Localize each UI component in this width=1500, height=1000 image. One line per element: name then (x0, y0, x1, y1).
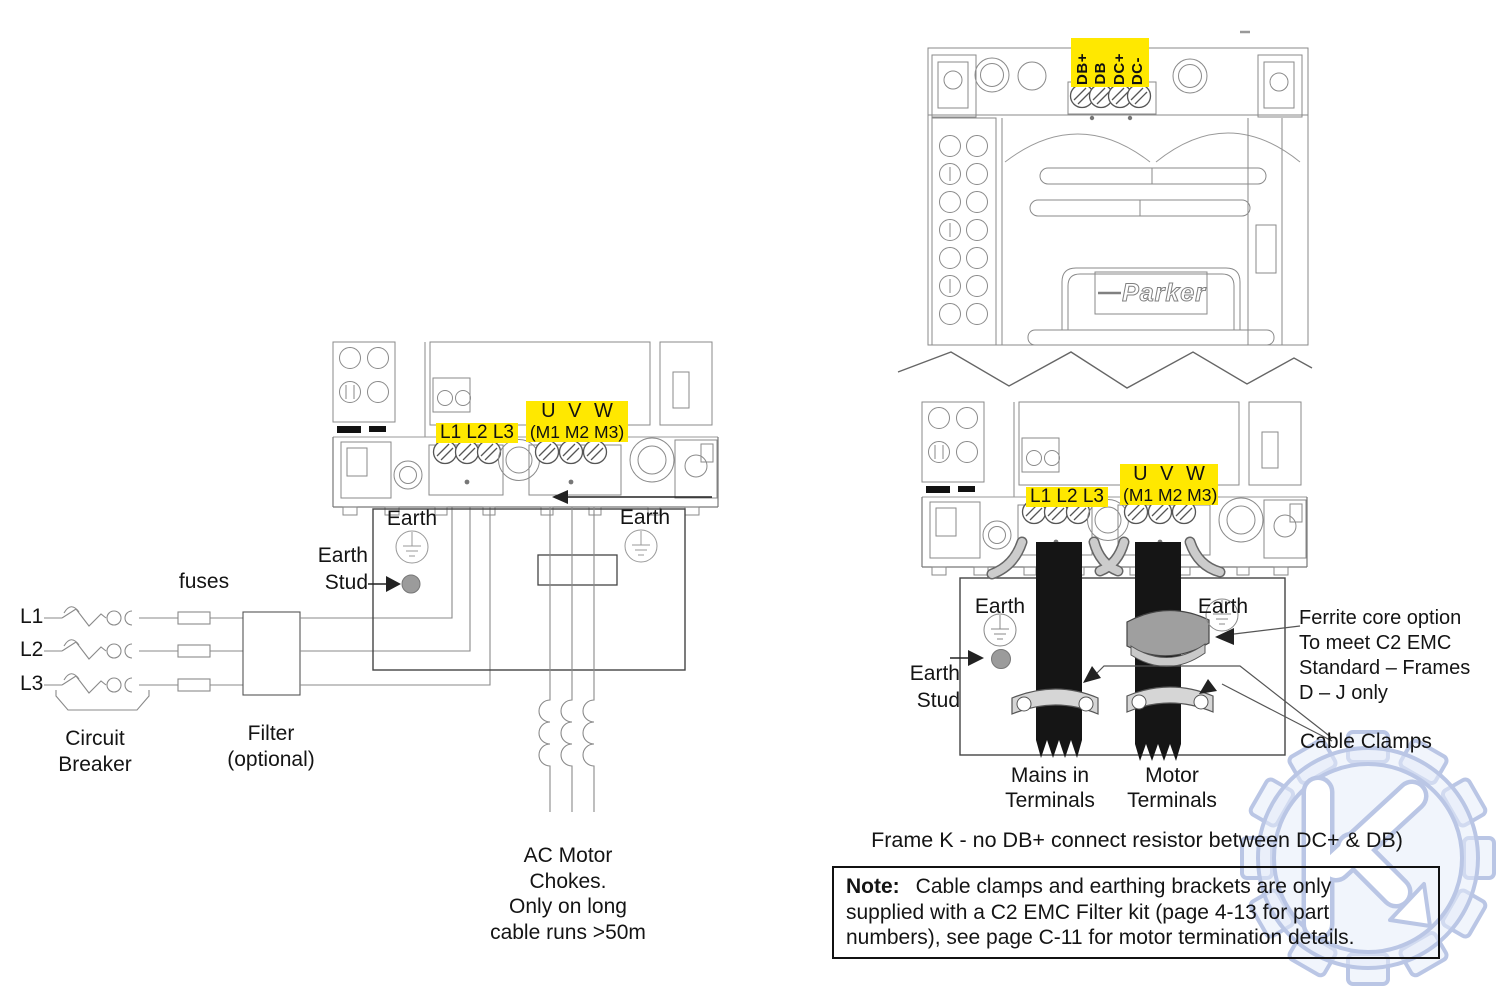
note-box (832, 866, 1440, 959)
circuit-breaker-label-line1: Circuit (65, 727, 125, 750)
input-terminals-label: L1 L2 L3 (1026, 487, 1108, 507)
output-terminals-m123: (M1 M2 M3) (1123, 485, 1218, 505)
motor-choke-wire (583, 507, 594, 812)
earth-symbol-icon (396, 531, 428, 563)
earth-stud-label (890, 660, 960, 714)
motor-label-line2: Terminals (1127, 789, 1217, 812)
earth-symbol-icon (625, 530, 657, 562)
ferrite-note-line4: D – J only (1299, 682, 1388, 704)
wire-bundles (992, 542, 1220, 574)
circuit-breaker-label-line2: Breaker (58, 753, 132, 776)
note-text-line2: supplied with a C2 EMC Filter kit (page 4-13 for part (846, 900, 1330, 924)
dc-terminals-label (1071, 38, 1149, 87)
ferrite-note-line2: To meet C2 EMC (1299, 632, 1452, 654)
output-terminals-label (526, 401, 628, 442)
chokes-note-line3: Only on long (509, 895, 627, 918)
filter-label-line1: Filter (247, 722, 295, 745)
right-drive-bottom-view (922, 402, 1307, 575)
chokes-note-line1: AC Motor (523, 844, 613, 867)
arrow-head-icon (1083, 666, 1101, 683)
earth-label: Earth (1197, 595, 1249, 618)
cable-clamps-label: Cable Clamps (1300, 730, 1432, 753)
arrow-head-icon (386, 576, 401, 592)
circuit-breaker-label (38, 726, 152, 778)
earth-stud-label (298, 542, 368, 596)
dc-terminal-dcminus: DC- (1128, 56, 1146, 85)
output-terminals-m123: (M1 M2 M3) (529, 422, 625, 442)
earth-stud-label-line1: Earth (909, 662, 960, 685)
input-terminals-label: L1 L2 L3 (436, 423, 518, 443)
motor-label-line1: Motor (1145, 764, 1199, 787)
chokes-note-line2: Chokes. (529, 869, 607, 893)
note-text-line3: numbers), see page C-11 for motor termination details. (846, 926, 1355, 949)
mains-cable (1036, 542, 1082, 758)
phase-label-l2: L2 (20, 638, 44, 661)
filter-box (243, 612, 300, 695)
drawing-break-zigzag (898, 352, 1312, 388)
arrow-head-icon (968, 650, 984, 666)
mains-in-terminals-label (988, 763, 1112, 813)
motor-choke-wire (539, 507, 550, 812)
earth-stud-label-line2: Stud (916, 689, 960, 712)
output-terminals-uvw: U V W (1133, 463, 1205, 485)
filter-label (208, 721, 334, 773)
frame-k-caption: Frame K - no DB+ connect resistor between DC+ & DB) (871, 828, 1403, 852)
motor-terminals-label (1110, 763, 1234, 813)
motor-choke-wire (561, 507, 572, 812)
ac-motor-chokes-note (466, 843, 670, 945)
earth-stud-label-line1: Earth (317, 544, 368, 567)
earth-stud-label-line2: Stud (324, 571, 368, 594)
note-text-line1: Cable clamps and earthing brackets are only (915, 875, 1332, 898)
fuses-label: fuses (178, 570, 230, 593)
arrow-head-icon (552, 490, 568, 504)
output-terminals-uvw: U V W (541, 400, 613, 422)
output-terminals-label (1120, 464, 1218, 505)
mains-input-circuit (44, 507, 490, 710)
mains-label-line2: Terminals (1005, 789, 1095, 812)
ferrite-core-note (1299, 606, 1470, 706)
chokes-note-line4: cable runs >50m (490, 920, 646, 944)
earth-label: Earth (974, 595, 1026, 618)
dc-terminal-dcplus: DC+ (1110, 53, 1128, 85)
earth-label: Earth (386, 507, 438, 530)
note-label: Note: (846, 875, 900, 898)
earth-label: Earth (619, 506, 671, 529)
circuit-breaker-bracket (56, 690, 149, 710)
note-line1 (846, 874, 1426, 900)
arrow-head-icon (1199, 679, 1217, 694)
earth-stud-dot (992, 650, 1011, 669)
dc-terminal-dbplus: DB+ (1074, 53, 1091, 85)
phase-label-l3: L3 (20, 672, 44, 695)
dc-terminal-db: DB (1092, 62, 1110, 85)
ferrite-note-line1: Ferrite core option (1299, 607, 1462, 629)
ferrite-note-line3: Standard – Frames (1299, 657, 1471, 679)
phase-label-l1: L1 (20, 605, 44, 628)
earth-stud-dot (402, 575, 420, 593)
filter-label-line2: (optional) (227, 748, 315, 771)
mains-label-line1: Mains in (1010, 764, 1090, 787)
parker-logo-text: Parker (1122, 279, 1206, 307)
